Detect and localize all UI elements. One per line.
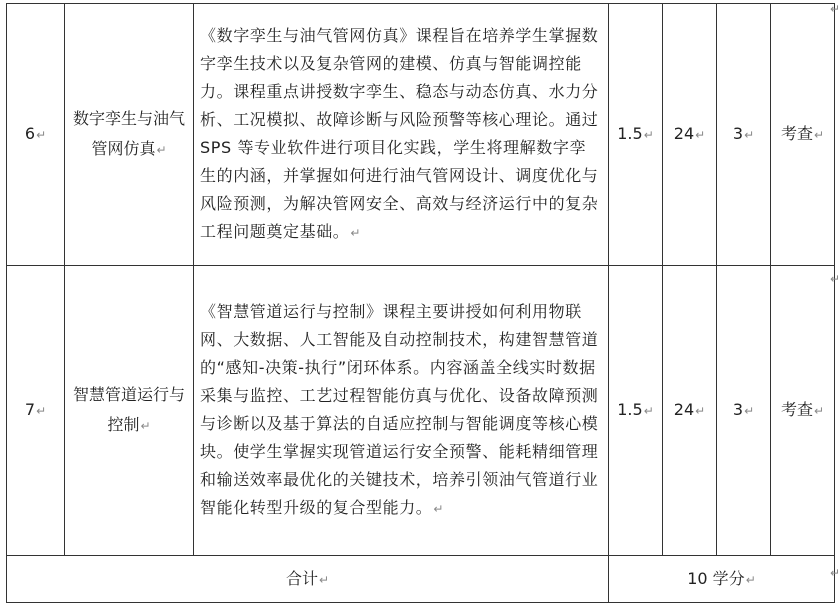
course-description-cell: 《数字孪生与油气管网仿真》课程旨在培养学生掌握数字孪生技术以及复杂管网的建模、仿真与智能调控能力。课程重点讲授数字孪生、稳态与动态仿真、水力分析、工况模拟、故障诊断与风险预警等核心理论。通过 SPS 等专业软件进行项目化实践，学生将理解数字孪生的内涵，并掌握如何进行油气管网设计、调度优化与风险预测，为解决管网安全、高效与经济运行中的复杂工程问题奠定基础。↵	[194, 4, 609, 266]
course-description-cell: 《智慧管道运行与控制》课程主要讲授如何利用物联网、大数据、人工智能及自动控制技术，构建智慧管道的“感知-决策-执行”闭环体系。内容涵盖全线实时数据采集与监控、工艺过程智能仿真与优化、设备故障预测与诊断以及基于算法的自适应控制与智能调度等核心模块。使学生掌握实现管道运行安全预警、能耗精细管理和输送效率最优化的关键技术，培养引领油气管道行业智能化转型升级的复合型能力。↵	[194, 266, 609, 556]
semester-cell: 3↵	[717, 266, 771, 556]
semester-cell: 3↵	[717, 4, 771, 266]
total-value-cell: 10 学分↵	[609, 556, 835, 603]
course-name-cell: 智慧管道运行与控制↵	[65, 266, 194, 556]
credits-cell: 1.5↵	[609, 266, 663, 556]
return-mark: ↵	[744, 128, 755, 142]
return-mark: ↵	[36, 128, 47, 142]
return-mark: ↵	[695, 404, 706, 418]
return-mark: ↵	[643, 128, 654, 142]
row-number-cell: 6↵	[7, 4, 65, 266]
hours-cell: 24↵	[663, 4, 717, 266]
return-mark: ↵	[744, 404, 755, 418]
return-mark: ↵	[140, 419, 151, 433]
return-mark: ↵	[829, 2, 840, 16]
return-mark: ↵	[695, 128, 706, 142]
return-mark: ↵	[643, 404, 654, 418]
return-mark: ↵	[433, 502, 445, 516]
table-row	[7, 266, 835, 556]
table-row	[7, 4, 835, 266]
return-mark: ↵	[813, 128, 825, 142]
credits-cell: 1.5↵	[609, 4, 663, 266]
course-name-cell: 数字孪生与油气管网仿真↵	[65, 4, 194, 266]
course-table	[6, 3, 835, 603]
total-label-cell: 合计↵	[7, 556, 609, 603]
return-mark: ↵	[813, 404, 825, 418]
return-mark: ↵	[829, 566, 840, 580]
assessment-cell: 考查↵	[771, 266, 835, 556]
return-mark: ↵	[36, 404, 47, 418]
row-number-cell: 7↵	[7, 266, 65, 556]
assessment-cell: 考查↵	[771, 4, 835, 266]
return-mark: ↵	[350, 226, 362, 240]
return-mark: ↵	[745, 572, 756, 587]
return-mark: ↵	[318, 572, 330, 587]
hours-cell: 24↵	[663, 266, 717, 556]
total-row	[7, 556, 835, 603]
return-mark: ↵	[156, 143, 167, 157]
return-mark: ↵	[829, 272, 840, 286]
